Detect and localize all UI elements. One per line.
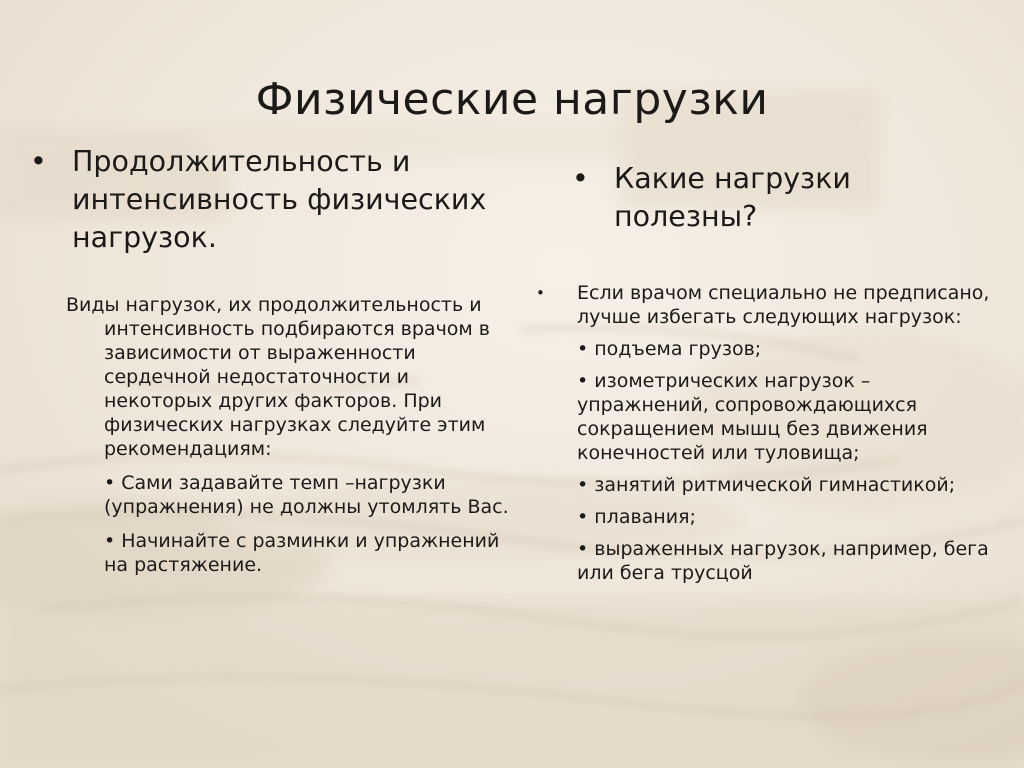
left-heading: Продолжительность и интенсивность физических нагрузок. [72,145,487,254]
left-item-pace: • Сами задавайте темп –нагрузки (упражнения) не должны утомлять Вас. [104,472,509,518]
bullet-marker: • [30,145,47,178]
right-item-isometric: • изометрических нагрузок – упражнений, сопровождающихся сокращением мышц без движения конечностей или туловища; [577,370,928,464]
right-item-rhythmic: • занятий ритмической гимнастикой; [577,474,956,496]
right-item-swimming: • плавания; [577,506,696,528]
right-heading-bullet [572,160,992,236]
right-intro-bullet [536,281,996,329]
right-item-running: • выраженных нагрузок, например, бега или бега трусцой [577,538,989,584]
left-item-warmup: • Начинайте с разминки и упражнений на растяжение. [104,530,500,576]
slide-title: Физические нагрузки [255,74,769,125]
bullet-marker: • [572,162,589,195]
left-heading-bullet [30,143,490,257]
left-body [66,293,516,587]
right-body [536,281,996,593]
right-heading: Какие нагрузки полезны? [614,162,851,233]
right-item-lifting: • подъема грузов; [577,338,762,360]
bullet-marker: • [536,284,545,302]
right-intro: Если врачом специально не предписано, лучше избегать следующих нагрузок: [577,282,990,328]
left-intro: Виды нагрузок, их продолжительность и интенсивность подбираются врачом в зависимости от выраженности сердечной недостаточности и некоторых других факторов. При физических нагрузках следуйте этим рекомендациям: [66,294,490,460]
